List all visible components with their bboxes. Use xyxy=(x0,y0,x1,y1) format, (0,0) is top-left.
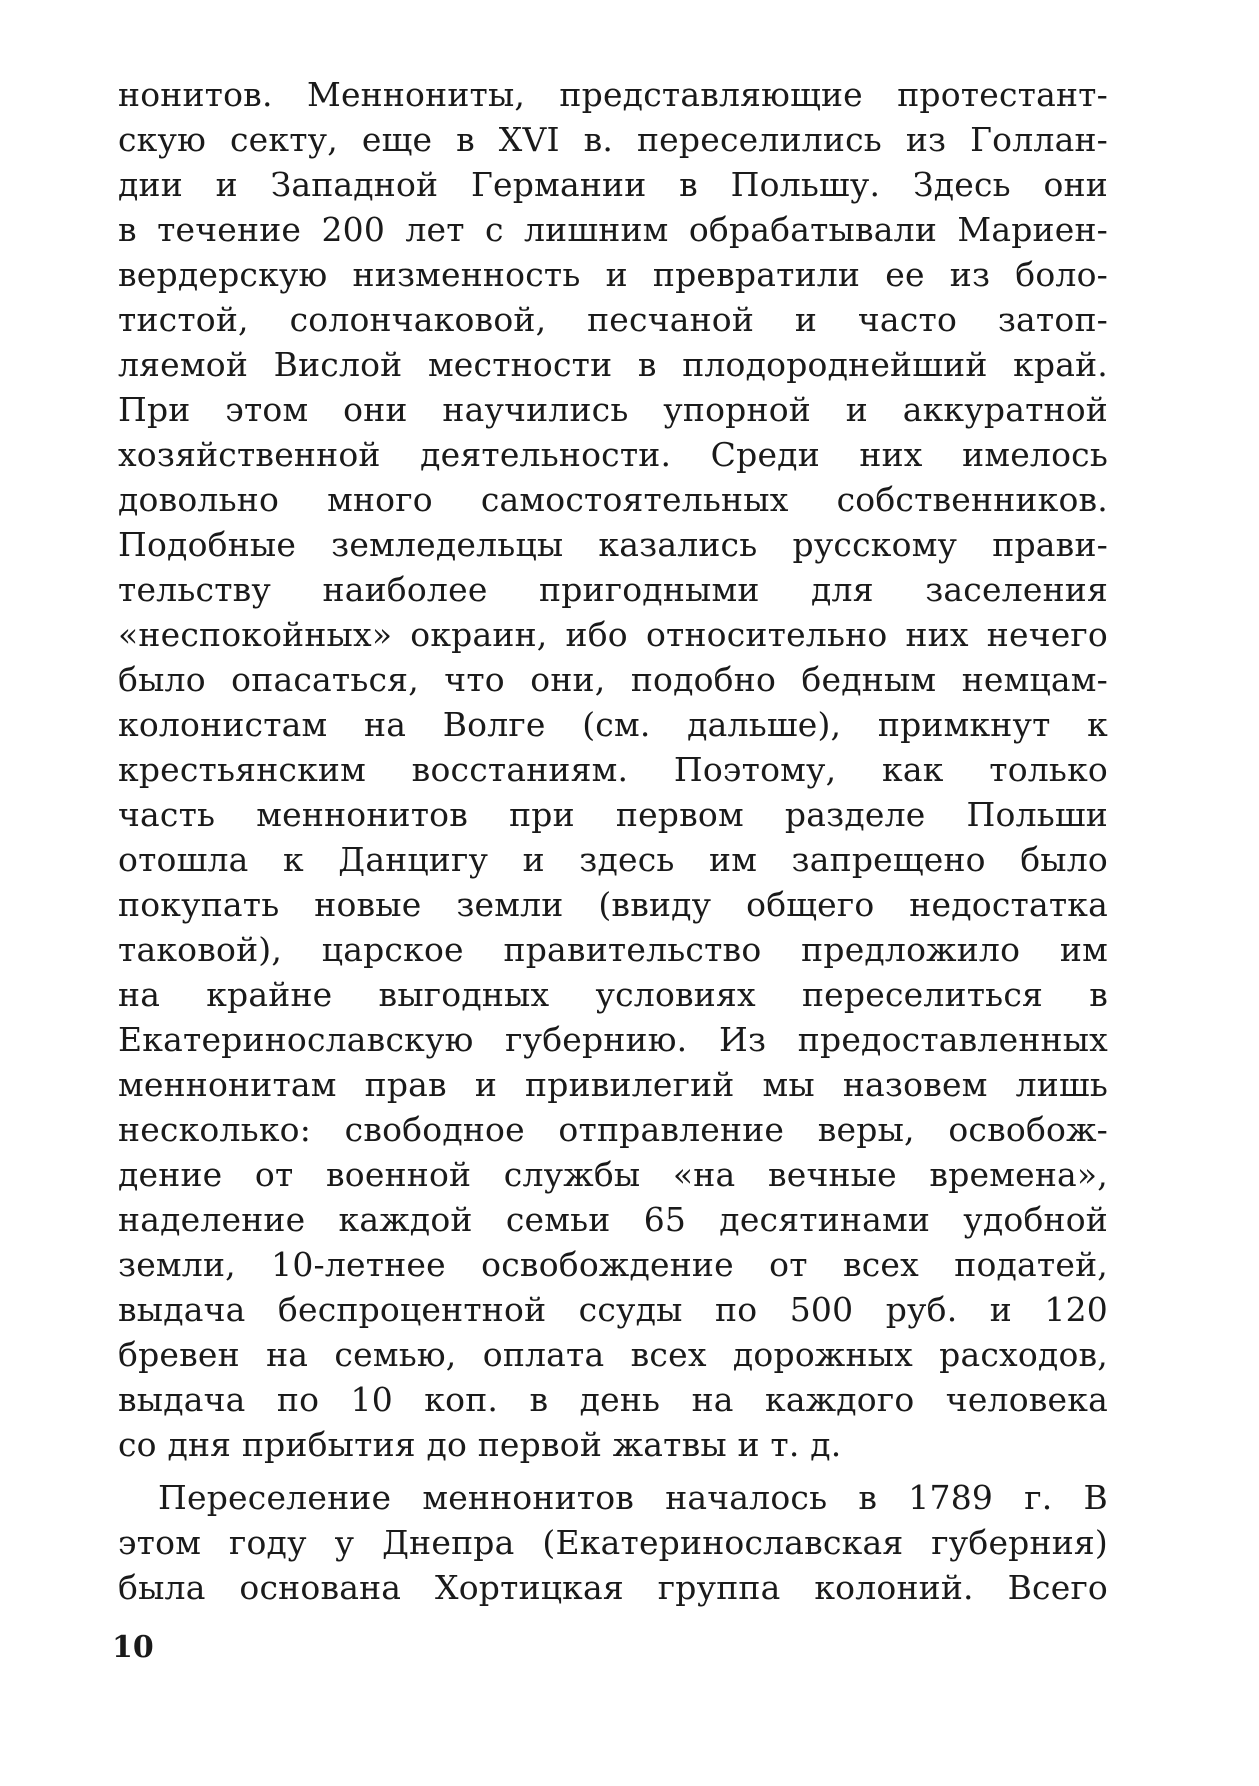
body-text xyxy=(118,72,1108,1610)
text-line: была основана Хортицкая группа колоний. Всего xyxy=(118,1568,1108,1607)
paragraph-1 xyxy=(118,72,1108,1467)
text-line: тельству наиболее пригодными для заселения xyxy=(118,570,1108,609)
text-line: Екатеринославскую губернию. Из предоставленных xyxy=(118,1020,1108,1059)
text-line: Переселение меннонитов началось в 1789 г. В xyxy=(158,1478,1108,1517)
text-line: колонистам на Волге (см. дальше), примкнут к xyxy=(118,705,1108,744)
text-line: бревен на семью, оплата всех дорожных расходов, xyxy=(118,1335,1108,1374)
text-line: дии и Западной Германии в Польшу. Здесь они xyxy=(118,165,1108,204)
text-line: вердерскую низменность и превратили ее из боло- xyxy=(118,255,1108,294)
text-line: тистой, солончаковой, песчаной и часто затоп- xyxy=(118,300,1108,339)
text-line: в течение 200 лет с лишним обрабатывали Мариен- xyxy=(118,210,1108,249)
text-line: дение от военной службы «на вечные времена», xyxy=(118,1155,1108,1194)
text-line: со дня прибытия до первой жатвы и т. д. xyxy=(118,1425,842,1464)
text-line: меннонитам прав и привилегий мы назовем лишь xyxy=(118,1065,1108,1104)
paragraph-2 xyxy=(118,1475,1108,1610)
text-line: нонитов. Меннониты, представляющие протестант- xyxy=(118,75,1108,114)
page-number: 10 xyxy=(112,1630,154,1665)
text-line: таковой), царское правительство предложило им xyxy=(118,930,1108,969)
text-line: земли, 10-летнее освобождение от всех податей, xyxy=(118,1245,1108,1284)
text-line: часть меннонитов при первом разделе Польши xyxy=(118,795,1108,834)
text-line: скую секту, еще в XVI в. переселились из Голлан- xyxy=(118,120,1108,159)
text-line: довольно много самостоятельных собственников. xyxy=(118,480,1108,519)
text-line: «неспокойных» окраин, ибо относительно них нечего xyxy=(118,615,1108,654)
text-line: крестьянским восстаниям. Поэтому, как только xyxy=(118,750,1108,789)
text-line: покупать новые земли (ввиду общего недостатка xyxy=(118,885,1108,924)
text-line: хозяйственной деятельности. Среди них имелось xyxy=(118,435,1108,474)
text-line: выдача по 10 коп. в день на каждого человека xyxy=(118,1380,1108,1419)
text-line: на крайне выгодных условиях переселиться в xyxy=(118,975,1108,1014)
text-line: отошла к Данцигу и здесь им запрещено было xyxy=(118,840,1108,879)
text-line: было опасаться, что они, подобно бедным немцам- xyxy=(118,660,1108,699)
text-line: наделение каждой семьи 65 десятинами удобной xyxy=(118,1200,1108,1239)
text-line: Подобные земледельцы казались русскому прави- xyxy=(118,525,1108,564)
text-line: ляемой Вислой местности в плодороднейший край. xyxy=(118,345,1108,384)
text-line: При этом они научились упорной и аккуратной xyxy=(118,390,1108,429)
text-line: этом году у Днепра (Екатеринославская губерния) xyxy=(118,1523,1108,1562)
text-line: несколько: свободное отправление веры, освобож- xyxy=(118,1110,1108,1149)
paragraph-gap xyxy=(118,1467,1108,1475)
text-line: выдача беспроцентной ссуды по 500 руб. и 120 xyxy=(118,1290,1108,1329)
